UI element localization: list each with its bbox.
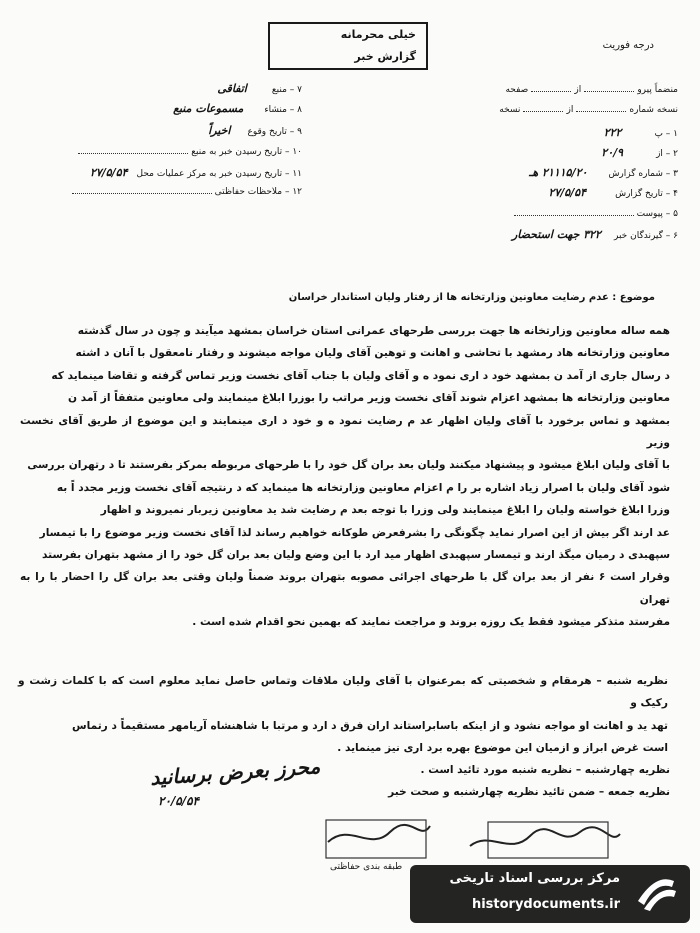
stamp-line-1: خیلی محرمانه: [340, 28, 416, 41]
report-body: [20, 320, 670, 634]
field-attached: منضماً پیرو از صفحه: [505, 85, 678, 95]
field-label: ۸ – منشاء: [264, 105, 302, 115]
urgency-label: درجه فوریت: [602, 40, 654, 51]
classification-footer: طبقه بندی حفاظتی: [330, 862, 403, 872]
comment-line: تهد ید و اهانت او مواجه نشود و از اینکه باسابراستاند اران فرق د ارد و مرتبا با شاهنشاه آریامهر مستقیماً د رتماس: [72, 719, 668, 732]
field-value: ۲۷/۵/۵۴: [89, 166, 128, 179]
field-value: ۲۷/۵/۵۴: [548, 186, 587, 199]
field-from: [601, 146, 678, 159]
body-line: همه ساله معاونین وزارتخانه ها جهت بررسی طرحهای عمرانی استان خراسان بمشهد میآیند و چون در سال گذشته: [77, 325, 670, 337]
field-label: ۳ – شماره گزارش: [608, 169, 678, 179]
field-value: ۲۱۱۱۵/۲۰ هـ: [529, 166, 588, 179]
field-value: ۳۲۲ جهت استحضار: [511, 228, 601, 241]
document-subject: موضوع : عدم رضایت معاونین وزارتخانه ها از رفتار ولیان استاندار خراسان: [288, 292, 655, 303]
field-label: ۱۰ – تاریخ رسیدن خبر به منبع: [191, 147, 302, 157]
body-line: وزرا ابلاغ خواسته ولیان را ابلاغ مینمایند ولی وزرا با توجه بعد م رضایت شد ید معاونین زیربار نمیروند و اظهار: [100, 504, 670, 517]
field-label: ۱ – پ: [654, 129, 678, 139]
body-line: وقرار است ۶ نفر از بعد بران گل با طرحهای اجرائی مصوبه بتهران بروند ضمناً ولیان وقتی بعد بران گل را احضار با را به تهران: [20, 571, 670, 606]
field-to: [604, 126, 678, 139]
field-label: ۶ – گیرندگان خبر: [613, 231, 678, 241]
field-value: اخیراً: [208, 124, 231, 137]
body-line: با آقای ولیان ابلاغ میشود و پیشنهاد میکنند ولیان بعد بران گل خود را با طرحهای مربوطه بمرکز بفرستند تا د رتهران بررسی: [27, 459, 670, 472]
field-label: ۷ – منبع: [271, 85, 302, 95]
body-line: بمشهد و تماس برخورد با آقای ولیان اظهار عد م رضایت نمود ه و خود د اری مینمایند و این موضوع از طریق آقای نخست وزیر: [20, 414, 670, 450]
signature-scribbles: [320, 812, 680, 868]
field-recipients: [512, 228, 678, 241]
field-label: ۹ – تاریخ وقوع: [247, 127, 302, 137]
field-value: ۲۰/۹: [601, 146, 624, 159]
body-line: شود آقای ولیان با اصرار زیاد اشاره بر را م اعزام معاونین وزارتخانه ها مینماید که د رنتیجه آقای نخست وزیر مجدد اً به: [56, 481, 670, 494]
watermark-url: historydocuments.ir: [471, 897, 620, 912]
field-label: منضماً پیرو: [637, 85, 678, 95]
comment-line: است غرض ابراز و ازمیان این موضوع بهره برد اری نیز مینماید .: [337, 742, 668, 755]
field-label: ۵ – پیوست: [636, 209, 678, 219]
field-label: ۲ – از: [656, 149, 678, 159]
body-line: معاونین وزارتخانه هاد رمشهد با تحاشی و اهانت و توهین آقای ولیان مواجه میشوند و رفتار نامعقول با آنان د اشته: [75, 347, 670, 360]
friday-comment: نظریه جمعه – ضمن تائید نظریه چهارشنبه و صحت خبر: [388, 786, 670, 798]
comment-line: نظریه شنبه – هرمقام و شخصیتی که بمرعنوان با آقای ولیان ملاقات وتماس حاصل نماید معلوم است که با کلمات زشت و رکیک و: [18, 675, 668, 710]
field-value: اتفاقی: [217, 82, 247, 95]
body-line: معاونین وزارتخانه ها بمشهد اعزام شوند آقای نخست وزیر مراتب را بوزرا ابلاغ مینمایند ولی معاونین متفقاً از آمد ن: [68, 392, 670, 405]
field-copy-number: نسخه شماره از نسخه: [499, 105, 678, 115]
body-line: عد ارند اگر بیش از این اصرار نماید چگونگی را بشرفعرض طوکانه خواهیم رساند لذا آقای نخست وزیر موضوع را با تیمسار: [39, 526, 670, 539]
watermark-title: مرکز بررسی اسناد تاریخی: [449, 871, 620, 886]
field-news-to-center: [90, 166, 302, 179]
body-line: د رسال جاری از آمد ن بمشهد خود د اری نمود ه و آقای ولیان با جناب آقای نخست وزیر تماس گرفته و تقاضا مینماید که: [51, 369, 670, 382]
field-value: ۲۲۲: [603, 126, 622, 139]
handwritten-note: محرز بعرض برسانید: [149, 754, 321, 790]
archive-logo-icon: [632, 871, 680, 917]
saturday-comment: [18, 670, 668, 760]
stamp-line-2: گزارش خبر: [354, 50, 416, 63]
classification-stamp: [268, 22, 428, 70]
field-news-to-source: [78, 146, 302, 157]
field-label: ۱۱ – تاریخ رسیدن خبر به مرکز عملیات محل: [136, 169, 302, 179]
field-label: ۴ – تاریخ گزارش: [615, 189, 678, 199]
wednesday-comment: نظریه چهارشنبه – نظریه شنبه مورد تائید است .: [420, 764, 670, 776]
field-label: نسخه شماره: [629, 105, 678, 115]
field-report-number: [529, 166, 678, 179]
field-report-date: [548, 186, 678, 199]
watermark-banner: [410, 865, 690, 923]
field-attachment: [514, 208, 678, 219]
body-line: سپهبدی د رمیان میگذ ارند و تیمسار سپهبدی اظهار مید ارد با این وضع ولیان بعد بران گل خود را از مشهد بتهران بفرستد: [42, 549, 670, 562]
field-origin: [173, 102, 302, 115]
field-label: ۱۲ – ملاحظات حفاظتی: [214, 187, 302, 197]
field-security-notes: [72, 186, 302, 197]
field-source: [217, 82, 302, 95]
field-value: مسموعات منبع: [173, 102, 244, 115]
body-line: مفرستد متذکر میشود فقط یک روزه بروند و مراجعت نمایند که بهمین نحو اقدام شده است .: [192, 616, 670, 629]
field-event-date: [208, 124, 302, 137]
handwritten-date: ۲۰/۵/۵۴: [158, 794, 199, 808]
